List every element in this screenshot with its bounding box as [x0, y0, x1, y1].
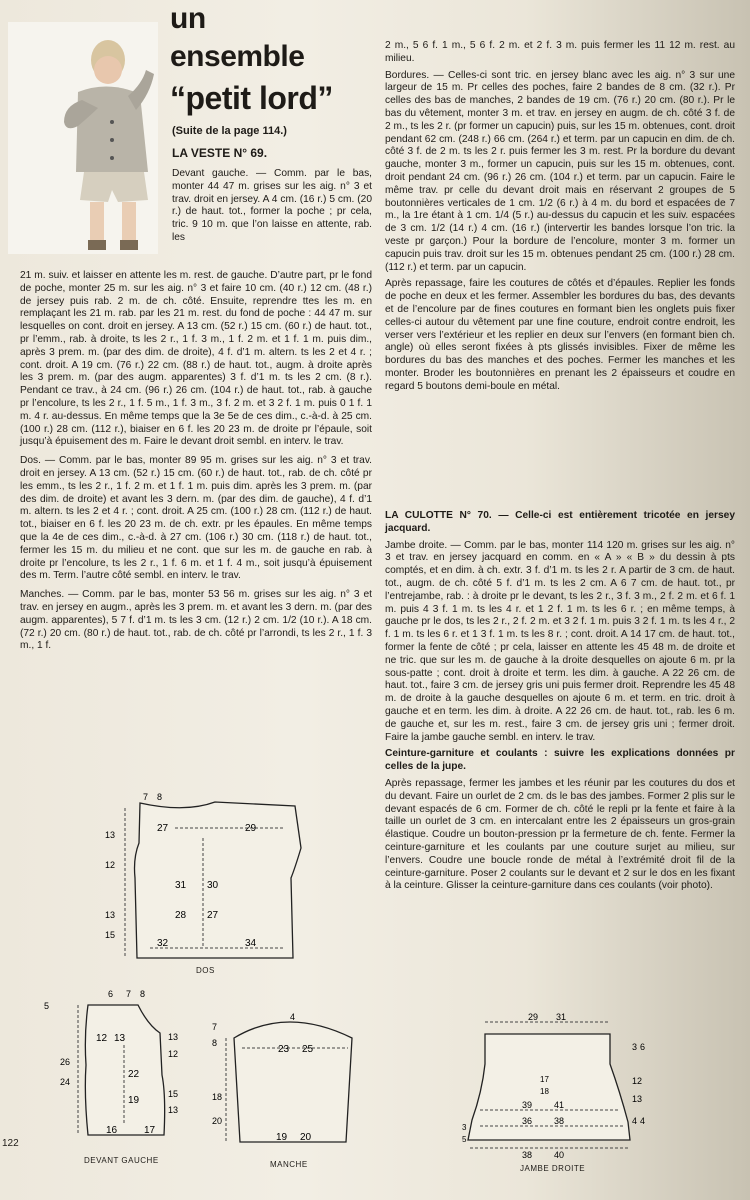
dos-left-mid: 12 — [105, 860, 116, 870]
devant-bottom-box: 17 — [144, 1125, 156, 1136]
devant-side-box: 5 — [44, 1001, 50, 1011]
manche-mid: 23 — [278, 1044, 290, 1055]
jambe-droite-text: Jambe droite. — Comm. par le bas, monter 114 120 m. grises sur les aig. n° 3 et trav. en jersey jacquard en comm. en « A » « B » du dessin à pts comptés, et en dim. à ch. extr. 3 f. d’1 m. ts les 2 r. A partir de 3 cm. de haut. tot., augm. de ch. côté 5 f. d’1 m. ts les 2 cm. A 6 7 cm. de haut. tot., pr l’entrejambe, rab. : à droite pr le devant, ts les 2 r., 3 f. 3 m., 2 f. 2 m. et 6 f. 1 m. puis 4 3 f. 1 m. ts les 4 r. et 1 2 f. 1 m. ts les 6 r. ; en même temps, à gauche pr le dos, ts les 2 r., 2 f. 2 m. et 3 2 f. 1 m. puis 3 2 f. 1 m. ts les 4 r., 2 f. 1 m. ts les 6 r. et 1 3 f. 1 m. ts les 8 r. ; cont. droit. A 14 17 cm. de haut. tot., former la fente de côté ; pr cela, laisser en attente les 45 48 m. de droite et ne tric. que sur les m. de gauche à la droite desquelles on ajoute 6 m. pr la sous-patte ; cont. droit à droite et term. les dim. à gauche. A 22 26 cm. de haut. tot., faire 3 cm. de jersey gris uni puis fermer droit. Reprendre les 45 48 m. de droite à la gauche desquelles on ajoute 6 m. et term. en tric. droit à gauche et en term. les dim. à droite. A 22 26 cm. de haut. tot., rab. les 6 m. de gauche et, sur les m. rest., faire 3 cm. de jersey gris uni ; fermer droit. Faire la jambe gauche sembl. en interv. le trav. — [385, 539, 735, 743]
page-number: 122 — [2, 1138, 19, 1149]
jambe-r-mid-box: 13 — [632, 1094, 643, 1104]
manche-caption: MANCHE — [270, 1160, 308, 1169]
dos-shoulder: 27 — [157, 823, 169, 834]
jambe-h38b: 40 — [554, 1150, 565, 1160]
manche-diagram — [212, 1012, 367, 1152]
devant-gauche-text — [20, 270, 372, 653]
devant-r-box-b: 15 — [168, 1089, 179, 1099]
jambe-l3: 3 — [462, 1123, 467, 1132]
devant-h-b: 19 — [128, 1095, 140, 1106]
title-line-3: “petit lord” — [170, 80, 333, 116]
dos-left-bot: 13 — [105, 910, 116, 920]
column2-lower — [385, 510, 735, 893]
devant-left-box: 26 — [60, 1057, 71, 1067]
dos-mid-a: 31 — [175, 880, 187, 891]
jambe-h36b: 38 — [554, 1116, 565, 1126]
jambe-r-b: 4 — [632, 1116, 638, 1126]
bordures-text: Bordures. — Celles-ci sont tric. en jersey blanc avec les aig. n° 3 sur une largeur de 15 m. Pr celles des poches, faire 2 bandes de 8 cm. (32 r.). Pr celles des bas de manches, 2 bandes de 19 cm. (76 r.) 20 cm. (80 r.). Pr le bas du vêtement, monter 3 m. et trav. en jersey en augm. de ch. côté 3 f. de 2 m., ts les 2 r. (pr former un capucin) puis, sur les 15 m. obtenues, cont. droit pendant 62 cm. (248 r.) 66 cm. (264 r.) et term. par un capucin en dim. de ch. côté 3 f. de 2 m. ts les 2 r. puis fermer les 3 m. rest. Pr la bordure du devant gauche, monter 3 m., former un capucin, puis sur les 15 m. obtenues, cont. droit pendant 24 cm. (96 r.) 26 cm. (104 r.) et term. par un capucin. Faire le même trav. pr celle du devant droit mais en réservant 2 groupes de 5 boutonnières verticales de 1 cm. 1/2 (6 r.) à 4 m. du bord et espacées de 7 m., la 1re étant à 1 cm. 1/4 (5 r.) au-dessus du capucin et les suiv. espacées de 3 cm. 1/2 (14 r.) 4 cm. (16 r.) (intervertir les bandes lorsque l’on tric. la veste pr garçon.) Pour la bordure de l’encolure, monter 3 m. former un capucin puis trav. droit sur les 15 m. obtenues pendant 25 cm. (100 r.) 28 cm. (112 r.) et term. par un capucin. — [385, 69, 735, 273]
jambe-h38: 38 — [522, 1150, 533, 1160]
dos-diagram — [95, 788, 325, 973]
manche-left-top-box: 8 — [212, 1038, 218, 1048]
col2-top-text: 2 m., 5 6 f. 1 m., 5 6 f. 2 m. et 2 f. 3 m. puis fermer les 11 12 m. rest. au milieu. — [385, 40, 735, 64]
dos-shoulder-box: 29 — [245, 823, 257, 834]
jambe-l2: 18 — [540, 1087, 549, 1096]
manche-bottom-box: 20 — [300, 1132, 312, 1143]
dos-left-bot-box: 15 — [105, 930, 116, 940]
dos-h-b: 27 — [207, 910, 219, 921]
devant-r-a: 12 — [168, 1049, 179, 1059]
jambe-top: 29 — [528, 1012, 539, 1022]
devant-gauche-intro: Devant gauche. — Comm. par le bas, monter 44 47 m. grises sur les aig. n° 3 et trav. droit en jersey. A 4 cm. (16 r.) 5 cm. (20 r.) de haut. tot., former la poche ; pr cela, tric. 9 10 m. que l’on laisse en attente, rab. les — [172, 168, 372, 243]
manche-bottom: 19 — [276, 1132, 288, 1143]
devant-gauche-rest: 21 m. suiv. et laisser en attente les m. rest. de gauche. D’autre part, pr le fond de poche, monter 25 m. sur les aig. n° 3 et faire 10 cm. (40 r.) 12 cm. (48 r.) de jersey puis rab. 2 m. de ch. côté. Ensuite, reprendre ttes les m. en remplaçant les 21 m. rab. par les 21 m. rest. du fond de poche : 44 47 m. sur lesquelles on cont. droit en jersey. A 13 cm. (52 r.) 15 cm. (60 r.) de haut. tot., pr l’emm., rab. à droite, ts les 2 r., 1 f. 3 m., 1 f. 2 m. et 1 f. 1 m. puis dim., après 3 prem. m. (par des dim. de droite), 4 f. d’1 m. altern. ts les 2 et 4 r. ; cont. droit. A 19 cm. (76 r.) 22 cm. (88 r.) de haut. tot., augm. à droite après les 3 prem. m. (par des augm. apparentes) 3 f. d’1 m. ts les 2 cm. (8 r.). Pendant ce trav., à 24 cm. (96 r.) 26 cm. (104 r.) de haut. tot., rab. à gauche pr l’encolure, ts les 2 r., 1 f. 5 m., 1 f. 3 m., 3 f. 2 m. et 3 2 f. 1 m. puis 0 1 f. 1 m. 4 r. au-dessus. En même temps que la 3e 5e de ces dim., c.-à-d. à 25 cm. (100 r.) 28 cm. (112 r.), biaiser en 6 f. les 20 23 m. de droite pr l’épaule, soit jusqu’à épuisement des m. Faire le devant droit sembl. en interv. le trav. — [20, 270, 372, 448]
jambe-h39: 39 — [522, 1100, 533, 1110]
manche-left-a: 18 — [212, 1092, 223, 1102]
jambe-r-box-b: 4 — [640, 1116, 646, 1126]
child-photo — [8, 22, 158, 254]
title-line-1: un — [170, 2, 206, 35]
culotte-heading: LA CULOTTE N° 70. — Celle-ci est entièrement tricotée en jersey jacquard. — [385, 510, 735, 534]
devant-top-box-a: 7 — [126, 989, 132, 999]
manche-left-b: 20 — [212, 1116, 223, 1126]
devant-h-a: 22 — [128, 1069, 140, 1080]
dos-top-box: 8 — [157, 792, 163, 802]
child-photo-illustration — [8, 22, 158, 254]
dos-mid-b: 30 — [207, 880, 219, 891]
jambe-r-box-a: 6 — [640, 1042, 646, 1052]
jambe-droite-caption: JAMBE DROITE — [520, 1164, 586, 1173]
dos-top-label: 7 — [143, 792, 149, 802]
devant-bottom: 16 — [106, 1125, 118, 1136]
devant-left-a: 24 — [60, 1077, 71, 1087]
jambe-l1: 17 — [540, 1075, 549, 1084]
jambe-l4: 5 — [462, 1135, 467, 1144]
final-text: Après repassage, fermer les jambes et les réunir par les coutures du dos et du devant. Faire un ourlet de 2 cm. ds le bas des jambes. Former 2 plis sur le devant espacés de 6 cm. Former de ch. côté le repli pr la fente et faire à la taille un ourlet de 3 cm. en intercalant entre les 2 épaisseurs un gros-grain élastique. Coudre un bouton-pression pr la fermeture de ch. fente. Fermer la ceinture-garniture et les coulants par une couture surjet au milieu, sur l’envers. Coudre une boucle ronde de métal à l’extrémité droit fil de la ceinture-garniture. Poser 2 coulants sur le devant et 2 sur le dos en les fixant à la ceinture. Glisser la ceinture-garniture dans ces coulants (voir photo). — [385, 777, 735, 892]
devant-gauche-caption: DEVANT GAUCHE — [84, 1156, 159, 1165]
jambe-r-a: 3 — [632, 1042, 638, 1052]
assemblage-text: Après repassage, faire les coutures de côtés et d’épaules. Replier les fonds de poche en deux et les fermer. Assembler les bordures du bas, des devants et de l’encolure par de fines coutures en formant bien les onglets puis fixer celles-ci autour du vêtement par une fine couture, endroit contre endroit, les verser vers l’extérieur et les replier en deux sur l’envers (en formant bien ch. angle) où elles seront fixées à pts glissés invisibles. Fixer de même les bordures du bas des manches et des poches. Fermer les manches et les monter. Broder les boutonnières en prenant les 2 épaisseurs et coudre en regard 5 boutons demi-boule en métal. — [385, 278, 735, 392]
ceinture-text: Ceinture-garniture et coulants : suivre les explications données pr celles de la jupe. — [385, 748, 735, 773]
devant-l1: 12 — [96, 1033, 108, 1044]
dos-caption: DOS — [196, 966, 215, 975]
dos-bottom-box: 34 — [245, 938, 257, 949]
dos-h-a: 28 — [175, 910, 187, 921]
jambe-top-box: 31 — [556, 1012, 567, 1022]
title-line-2: ensemble — [170, 40, 305, 73]
manche-mid-box: 25 — [302, 1044, 314, 1055]
jambe-h36: 36 — [522, 1116, 533, 1126]
manche-top: 4 — [290, 1012, 296, 1022]
jambe-h39b: 41 — [554, 1100, 565, 1110]
devant-top: 6 — [108, 989, 114, 999]
devant-r-box: 13 — [168, 1032, 179, 1042]
jambe-droite-diagram — [460, 1012, 660, 1162]
jambe-r-mid: 12 — [632, 1076, 643, 1086]
column2-upper — [385, 40, 735, 394]
devant-top-box-b: 8 — [140, 989, 146, 999]
dos-text: Dos. — Comm. par le bas, monter 89 95 m. grises sur les aig. n° 3 et trav. droit en jersey. A 13 cm. (52 r.) 15 cm. (60 r.) de haut. tot., rab. de ch. côté pr les emm., ts les 2 r., 1 f. 2 m. et 1 f. 1 m. puis dim. après les 3 prem. m. (par des dim. de droite) et avant les 3 dern. m. (par des dim. de gauche), 4 f. d’1 m. altern. ts les 2 et 4 r. ; cont. droit. A 25 cm. (100 r.) 28 cm. (112 r.) de haut. tot., biaiser en 6 f. les 20 23 m. de ch. extr. pr les épaules. En même temps que la 4e de ces dim., c.-à-d. à 27 cm. (106 r.) 30 cm. (118 r.) de haut. tot., fermer les 15 m. du milieu et ne cont. que sur les m. de gauche en rab. à droite pr l’encolure, ts les 2 r., 1 f. 6 m. et 1 f. 4 m., soit jusqu’à épuisement des m. Term. l’autre côté sembl. en interv. le trav. — [20, 455, 372, 582]
manche-left-top: 7 — [212, 1022, 218, 1032]
veste-heading: LA VESTE N° 69. — [172, 146, 268, 160]
devant-gauche-diagram — [38, 985, 183, 1155]
dos-bottom: 32 — [157, 938, 169, 949]
devant-l1-box: 13 — [114, 1033, 126, 1044]
devant-r-b: 13 — [168, 1105, 179, 1115]
manches-text: Manches. — Comm. par le bas, monter 53 56 m. grises sur les aig. n° 3 et trav. en jersey en augm., après les 3 prem. m. et avant les 3 dern. m. (par des augm. apparentes), 5 7 f. d’1 m. ts les 3 cm. (12 r.) 2 cm. 1/2 (10 r.). A 18 cm. (72 r.) 20 cm. (80 r.) de haut. tot., rab. de ch. côté pr l’arrondi, ts les 2 r., 1 f. 3 m., 1 f. — [20, 589, 372, 652]
continuation-note: (Suite de la page 114.) — [172, 125, 287, 137]
dos-left-top: 13 — [105, 830, 116, 840]
